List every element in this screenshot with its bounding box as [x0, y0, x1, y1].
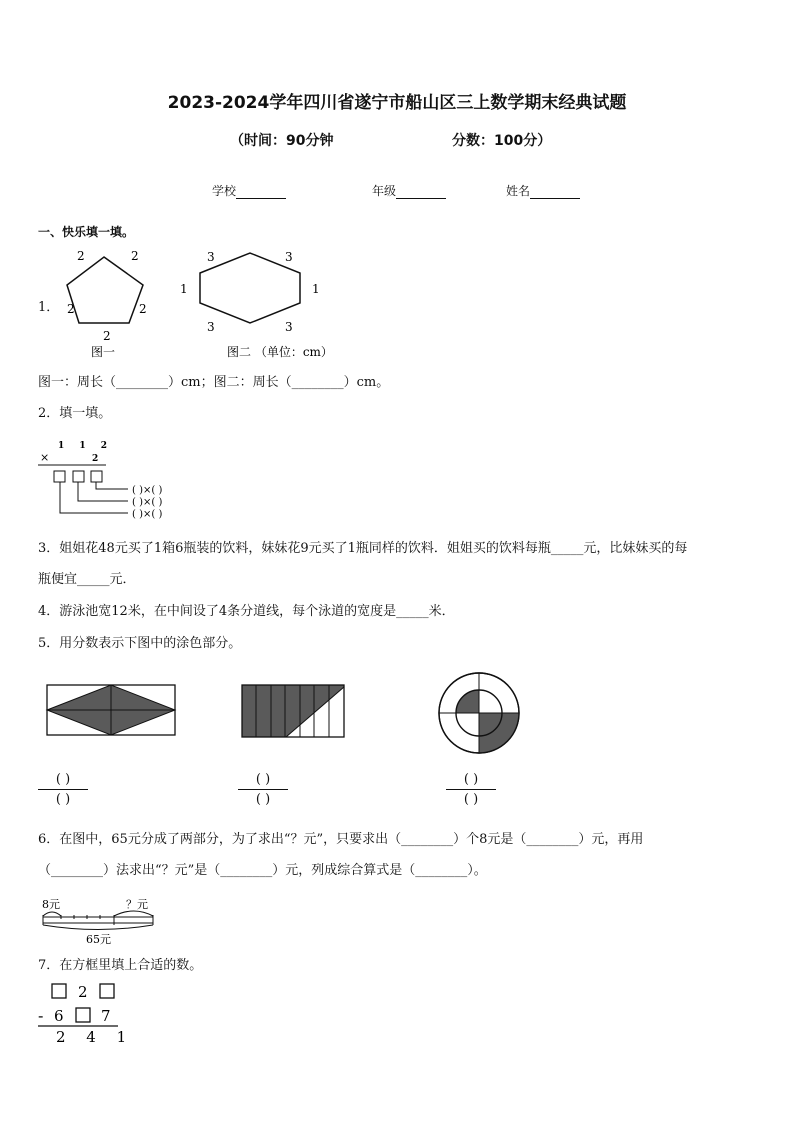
- q7-answer-box: [100, 984, 114, 998]
- section-heading: 一、快乐填一填。: [38, 225, 135, 239]
- page-title: 2023-2024学年四川省遂宁市船山区三上数学期末经典试题: [167, 93, 627, 113]
- grade-label: 年级: [372, 184, 397, 198]
- q5-fraction-3[interactable]: [446, 772, 496, 807]
- q7-text: 7．在方框里填上合适的数。: [38, 958, 203, 973]
- q6-label-q: ？元: [126, 898, 148, 911]
- school-label: 学校: [212, 184, 237, 198]
- q3-line2: 瓶便宜_____元．: [38, 572, 136, 587]
- q7-result: 2 4 1: [56, 1028, 135, 1046]
- q5-figure-ring: [436, 670, 522, 756]
- hexagon-side-label: 3: [207, 250, 215, 264]
- q2-row: ( )×( ): [132, 497, 163, 508]
- school-blank[interactable]: [236, 185, 286, 199]
- q1-figures: [55, 245, 355, 363]
- q2-row: ( )×( ): [132, 509, 163, 520]
- pentagon-side-label: 2: [103, 329, 111, 343]
- grade-field[interactable]: [372, 182, 446, 199]
- q5-fraction-1[interactable]: [38, 772, 88, 807]
- q5-text: 5．用分数表示下图中的涂色部分。: [38, 636, 242, 651]
- q6-line2: （________）法求出“？元”是（________）元，列成综合算式是（________）。: [38, 863, 487, 878]
- hexagon-side-label: 3: [285, 250, 293, 264]
- q2-answer-box: [54, 471, 65, 482]
- grade-blank[interactable]: [396, 185, 446, 199]
- q6-label-65: 65元: [86, 933, 111, 946]
- pentagon-side-label: 2: [77, 249, 85, 263]
- q1-number: 1．: [38, 300, 60, 315]
- q2-multiplication-diagram: [36, 436, 226, 522]
- q3-line1: 3．姐姐花48元买了1箱6瓶装的饮料，妹妹花9元买了1瓶同样的饮料．姐姐买的饮料每瓶_____元，比妹妹买的每: [38, 541, 688, 556]
- q7-subtraction: [36, 980, 135, 1046]
- pentagon-side-label: 2: [131, 249, 139, 263]
- q2-times-sign: ×: [40, 451, 50, 464]
- fraction-numerator[interactable]: ( ): [255, 772, 271, 787]
- pentagon-side-label: 2: [67, 302, 75, 316]
- q7-row2-first: 6: [54, 1007, 64, 1025]
- q6-line1: 6．在图中，65元分成了两部分，为了求出“？元”，只要求出（________）个8元是（________）元，再用: [38, 832, 644, 847]
- hexagon-side-label: 3: [285, 320, 293, 334]
- hexagon-side-label: 3: [207, 320, 215, 334]
- exam-score: 分数：100分）: [452, 133, 552, 149]
- school-field[interactable]: [212, 182, 286, 199]
- name-blank[interactable]: [530, 185, 580, 199]
- q2-label: 2．填一填。: [38, 406, 112, 421]
- fraction-numerator[interactable]: ( ): [55, 772, 71, 787]
- fig2-caption: 图二 （单位：cm）: [227, 345, 333, 359]
- q7-row1-digit: 2: [78, 983, 88, 1001]
- hexagon-side-label: 1: [312, 282, 320, 296]
- name-field[interactable]: [506, 182, 580, 199]
- q1-text: 图一：周长（________）cm；图二：周长（________）cm。: [38, 375, 390, 390]
- q2-multiplier: 2: [92, 454, 99, 464]
- hexagon-side-label: 1: [180, 282, 188, 296]
- q7-row2-last: 7: [101, 1007, 111, 1025]
- fig1-caption: 图一: [91, 345, 116, 359]
- q2-top-digits: 1 1 2: [58, 441, 114, 451]
- exam-time: （时间：90分钟: [230, 133, 334, 149]
- pentagon-side-label: 2: [139, 302, 147, 316]
- q2-answer-box: [73, 471, 84, 482]
- q7-answer-box: [76, 1008, 90, 1022]
- q7-minus: -: [38, 1006, 44, 1025]
- fraction-denominator[interactable]: ( ): [463, 792, 479, 807]
- q5-fraction-2[interactable]: [238, 772, 288, 807]
- q7-answer-box: [52, 984, 66, 998]
- pentagon-shape: [67, 257, 143, 323]
- name-label: 姓名: [506, 184, 531, 198]
- fraction-denominator[interactable]: ( ): [55, 792, 71, 807]
- q6-label-8: 8元: [42, 898, 60, 911]
- fraction-numerator[interactable]: ( ): [463, 772, 479, 787]
- q5-figure-strips: [241, 684, 347, 740]
- q4-text: 4．游泳池宽12米，在中间设了4条分道线，每个泳道的宽度是_____米．: [38, 604, 455, 619]
- q2-answer-box: [91, 471, 102, 482]
- q6-segment-diagram: [40, 894, 160, 946]
- q5-figure-rhombus: [46, 684, 178, 738]
- q2-row: ( )×( ): [132, 485, 163, 496]
- fraction-denominator[interactable]: ( ): [255, 792, 271, 807]
